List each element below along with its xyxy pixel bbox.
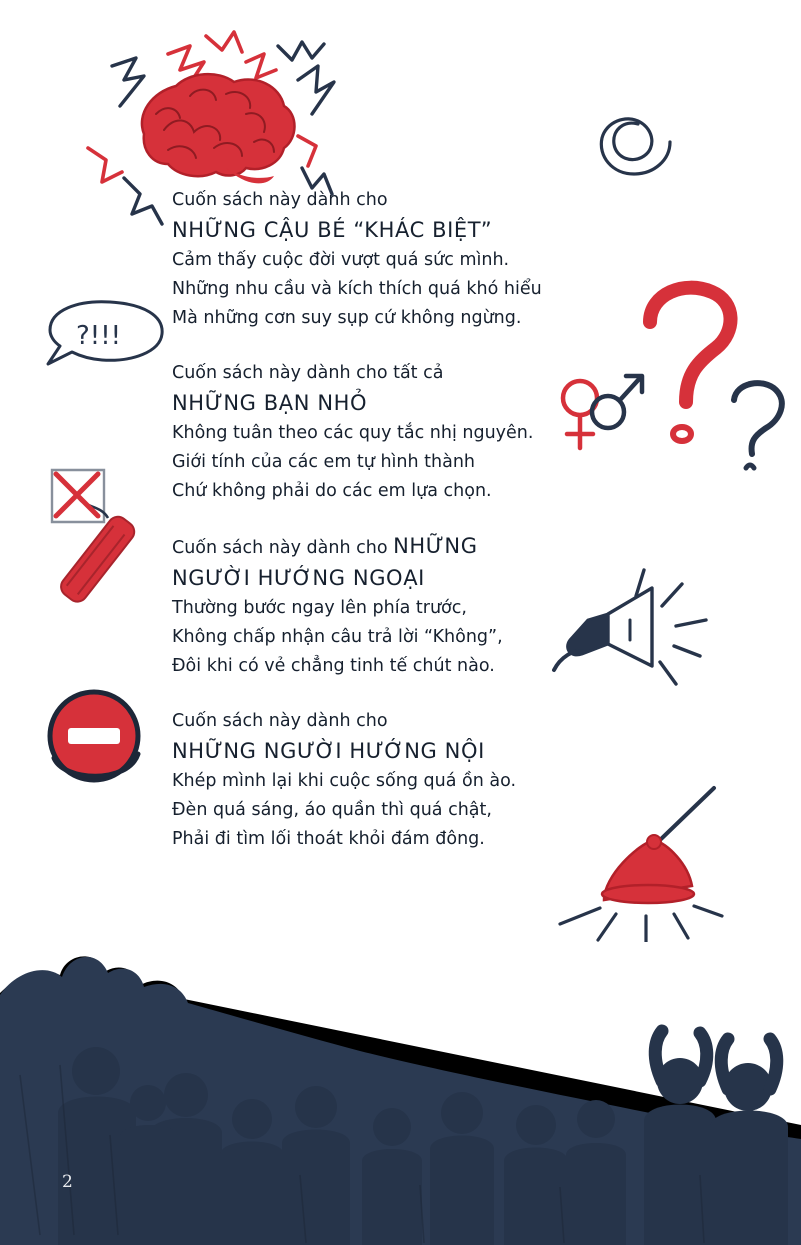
poem-line-emphasis: NHỮNG [393, 534, 478, 558]
speech-bubble-punctuation [34, 292, 174, 382]
poem-line: Cuốn sách này dành cho [172, 711, 388, 731]
mars-symbol [586, 366, 648, 436]
poem-line [172, 532, 592, 563]
poem-line-emphasis: NHỮNG NGƯỜI HƯỚNG NỘI [172, 739, 485, 763]
crossed-out-firecracker [38, 452, 168, 622]
poem-line: Phải đi tìm lối thoát khỏi đám đông. [172, 829, 485, 849]
crowd-silhouette [0, 875, 801, 1245]
poem-line: Cảm thấy cuộc đời vượt quá sức mình. [172, 250, 510, 270]
poem-line: Không tuân theo các quy tắc nhị nguyên. [172, 423, 534, 443]
poem-line: Giới tính của các em tự hình thành [172, 452, 476, 472]
poem-line: Đôi khi có vẻ chẳng tinh tế chút nào. [172, 656, 495, 676]
poem-line-emphasis: NHỮNG CẬU BÉ “KHÁC BIỆT” [172, 218, 493, 242]
poem-line-emphasis: NHỮNG BẠN NHỎ [172, 391, 368, 415]
no-entry-sign [42, 686, 152, 792]
poem-line: Những nhu cầu và kích thích quá khó hiểu [172, 279, 542, 299]
page-number: 2 [62, 1172, 73, 1192]
stanza-1 [172, 186, 592, 333]
poem-line-emphasis: NGƯỜI HƯỚNG NGOẠI [172, 566, 425, 590]
poem-line: Cuốn sách này dành cho [172, 190, 388, 210]
poem-line: Thường bước ngay lên phía trước, [172, 598, 467, 618]
poem-line: Đèn quá sáng, áo quần thì quá chật, [172, 800, 492, 820]
poem-line-text: Cuốn sách này dành cho [172, 538, 394, 558]
poem-line: Chứ không phải do các em lựa chọn. [172, 481, 492, 501]
spiral-doodle [592, 104, 678, 184]
poem-text [172, 186, 592, 880]
stanza-2 [172, 359, 592, 506]
stanza-3 [172, 532, 592, 681]
poem-line: Mà những cơn suy sụp cứ không ngừng. [172, 308, 522, 328]
stanza-4 [172, 707, 592, 854]
poem-line: Khép mình lại khi cuộc sống quá ồn ào. [172, 771, 517, 791]
poem-line: Cuốn sách này dành cho tất cả [172, 363, 444, 383]
question-mark-navy [724, 376, 794, 486]
poem-line: Không chấp nhận câu trả lời “Không”, [172, 627, 503, 647]
svg-text:?!!!: ?!!! [76, 321, 122, 351]
